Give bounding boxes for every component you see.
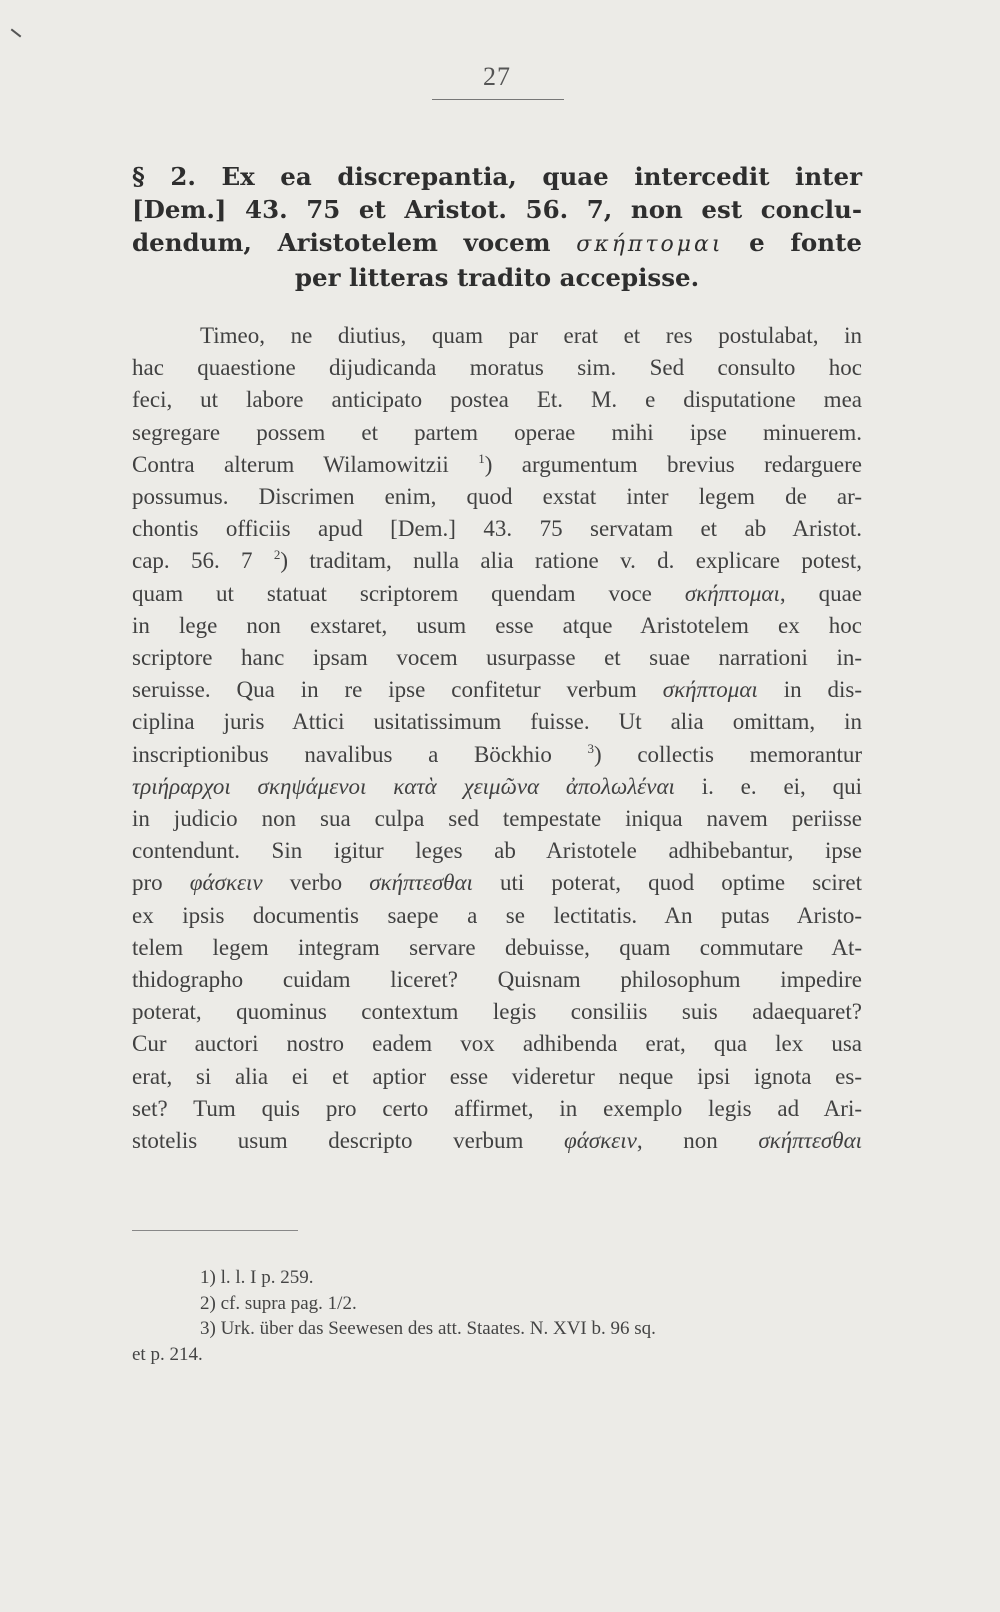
greek-word: σκήπτομαι [684,580,780,606]
footnote-2: 2) cf. supra pag. 1/2. [200,1292,357,1314]
heading-greek-word: σκήπτομαι [576,232,724,257]
body-line: segregare possem et partem operae mihi ipse minuerem. [132,419,862,445]
body-line: cap. 56. 7 $^2$) traditam, nulla alia ratione v. d. explicare potest, [132,547,863,574]
body-line: stotelis usum descripto verbum φάσκειν, non σκήπτεσθαι [132,1128,863,1154]
body-line: Timeo, ne diutius, quam par erat et res postulabat, in [200,323,862,348]
body-line: possumus. Discrimen enim, quod exstat inter legem de ar- [132,484,862,510]
body-line: in lege non exstaret, usum esse atque Aristotelem ex hoc [132,612,862,638]
greek-word: φάσκειν [189,870,263,896]
body-line: hac quaestione dijudicanda moratus sim. Sed consulto hoc [132,355,862,381]
heading-line-4: per litteras tradito accepisse. [294,263,700,292]
body-line: scriptore hanc ipsam vocem usurpasse et suae narrationi in- [132,645,862,671]
body-line: seruisse. Qua in re ipse confitetur verbum σκήπτομαι in dis- [132,677,863,703]
footnotes [132,1265,862,1367]
footnote-3: 3) Urk. über das Seewesen des att. Staates. N. XVI b. 96 sq. [200,1318,656,1339]
footnote-3-continuation: et p. 214. [132,1343,203,1365]
greek-word: σκήπτεσθαι [369,870,473,896]
heading-line-2: [Dem.] 43. 75 et Aristot. 56. 7, non est conclu- [132,195,862,224]
body-line: quam ut statuat scriptorem quendam voce σκήπτομαι, quae [132,580,863,606]
body-line: chontis officiis apud [Dem.] 43. 75 servatam et ab Aristot. [132,516,862,542]
body-line: inscriptionibus navalibus a Böckhio $^3$) collectis memorantur [132,740,863,767]
page-number-rule [432,99,564,100]
greek-word: σκήπτεσθαι [758,1128,863,1154]
greek-word: σκήπτομαι [662,677,758,703]
body-line: Contra alterum Wilamowitzii $^1$) argumentum brevius redarguere [132,450,862,477]
body-line: set? Tum quis pro certo affirmet, in exemplo legis ad Ari- [132,1095,862,1121]
footnote-ref-1: 1 [478,450,485,466]
body-line: ex ipsis documentis saepe a se lectitatis. An putas Aristo- [132,902,862,928]
body-line: telem legem integram servare debuisse, quam commutare At- [132,934,862,960]
stray-mark [11,29,22,38]
body-line: poterat, quominus contextum legis consiliis suis adaequaret? [132,999,862,1025]
greek-word: φάσκειν [564,1128,637,1154]
body-line: feci, ut labore anticipato postea Et. M. e disputatione mea [132,387,862,413]
body-line: in judicio non sua culpa sed tempestate iniqua navem periisse [132,806,862,832]
body-line: erat, si alia ei et aptior esse videretur neque ipsi ignota es- [132,1063,862,1089]
footnote-rule [132,1230,298,1231]
section-heading [132,160,862,294]
footnote-1: 1) l. l. I p. 259. [200,1267,314,1288]
body-line: pro φάσκειν verbo σκήπτεσθαι uti poterat, quod optime sciret [132,870,863,896]
greek-phrase: τριήραρχοι σκηψάμενοι κατὰ χειμῶνα ἀπολωλέναι [132,773,675,799]
heading-line-3: dendum, Aristotelem vocem σκήπτομαι e fonte [132,228,862,257]
page-number: 27 [483,62,511,91]
body-line: Cur auctori nostro eadem vox adhibenda erat, qua lex usa [132,1031,862,1057]
body-line: thidographo cuidam liceret? Quisnam philosophum impedire [132,967,862,993]
footnote-ref-2: 2 [273,547,281,563]
body-line: contendunt. Sin igitur leges ab Aristotele adhibebantur, ipse [132,838,862,864]
body-line: τριήραρχοι σκηψάμενοι κατὰ χειμῶνα ἀπολωλέναι i. e. ei, qui [132,773,862,799]
body-text [132,320,862,1157]
footnote-ref-3: 3 [587,740,595,756]
heading-line-1: § 2. Ex ea discrepantia, quae intercedit inter [132,162,862,191]
body-line: ciplina juris Attici usitatissimum fuisse. Ut alia omittam, in [132,709,862,735]
